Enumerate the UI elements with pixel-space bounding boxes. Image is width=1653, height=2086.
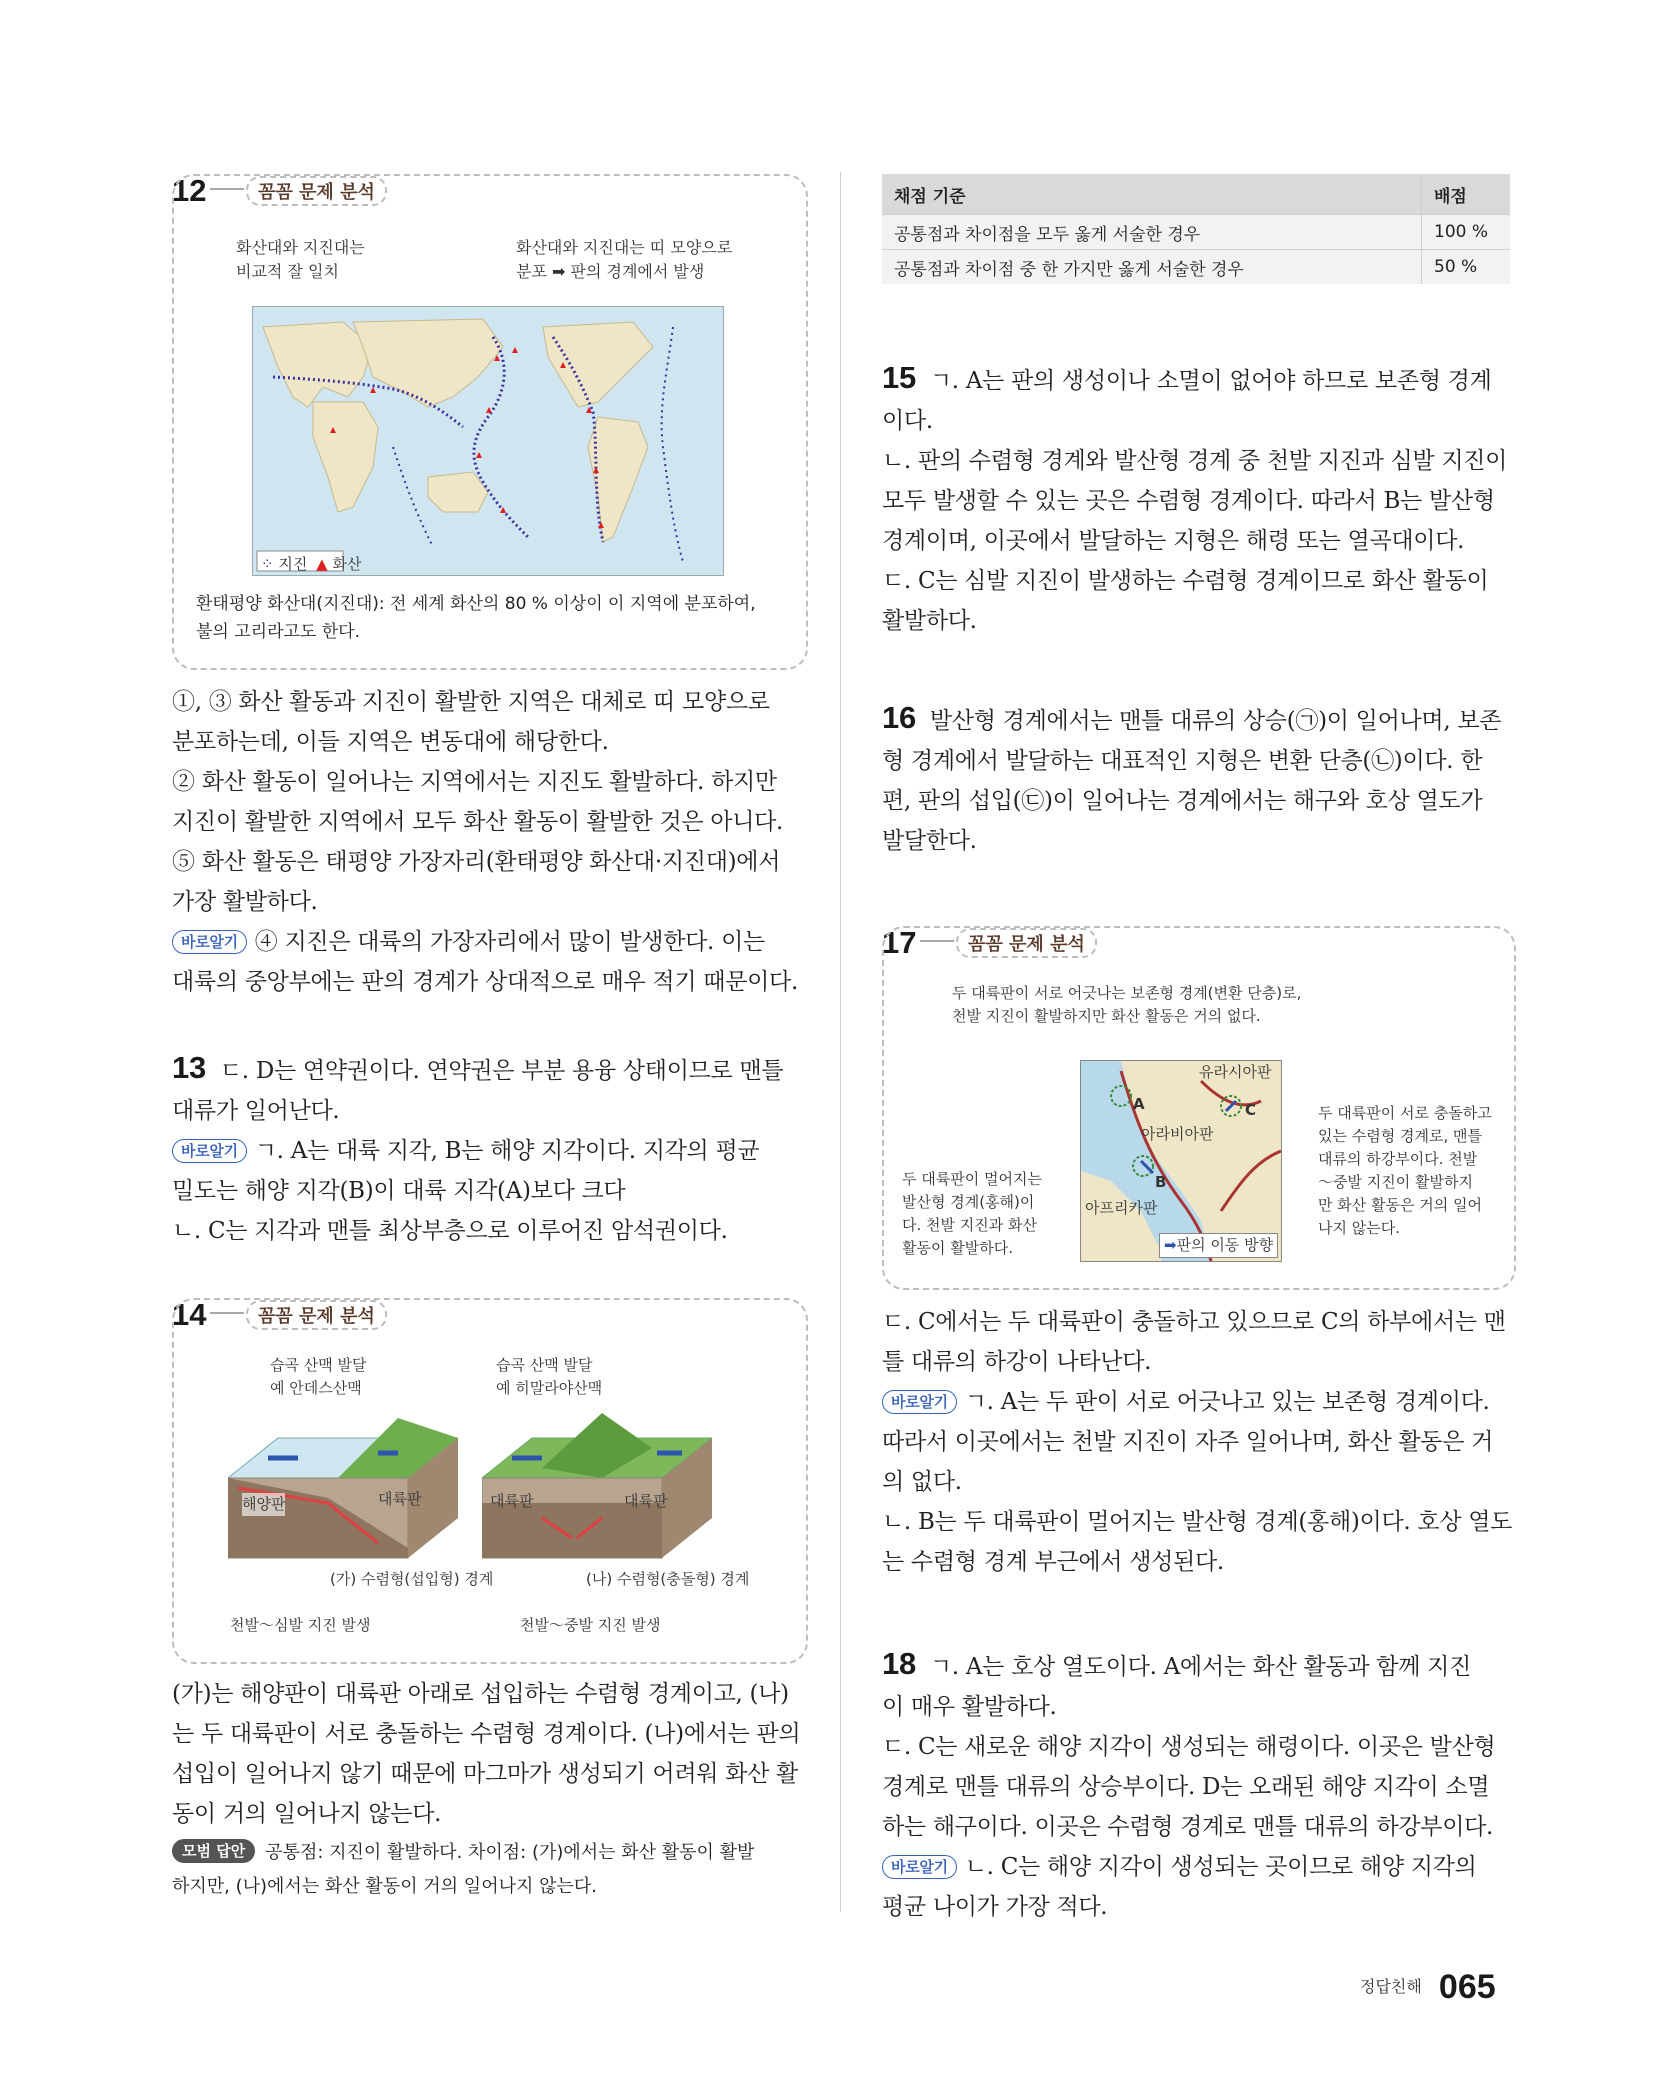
note-right-line-2: 분포 ➡ 판의 경계에서 발생 <box>516 262 705 281</box>
plate-boundary-east <box>1221 1151 1281 1211</box>
answer-18-line: 이 매우 활발하다. <box>882 1694 1057 1720</box>
motion-arrow-icon: ➡ <box>1164 1236 1177 1254</box>
question-number-12: 12 <box>172 173 207 208</box>
transform-note-line-1: 두 대륙판이 서로 어긋나는 보존형 경계(변환 단층)로, <box>952 984 1302 1002</box>
world-map-svg <box>253 307 723 575</box>
answer-14 <box>172 1674 812 1834</box>
answer-12-line: ② 화산 활동이 일어나는 지역에서는 지진도 활발하다. 하지만 <box>172 769 777 795</box>
divergent-note-line: 발산형 경계(홍해)이 <box>902 1193 1035 1211</box>
answer-18-line: 경계로 맨틀 대류의 상승부이다. D는 오래된 해양 지각이 소멸 <box>882 1774 1490 1800</box>
transform-note <box>952 982 1301 1028</box>
answer-17-line: ㄴ. B는 두 대륙판이 멀어지는 발산형 경계(홍해)이다. 호상 열도 <box>882 1509 1513 1535</box>
map-caption-line-1: 환태평양 화산대(지진대): 전 세계 화산의 80 % 이상이 이 지역에 분포하여, <box>196 594 756 614</box>
answer-15 <box>882 358 1522 641</box>
answer-12-line: 대륙의 중앙부에는 판의 경계가 상대적으로 매우 적기 때문이다. <box>172 969 798 995</box>
map-caption <box>196 590 756 646</box>
answer-13-line: ㄴ. C는 지각과 맨틀 최상부층으로 이루어진 암석권이다. <box>172 1218 728 1244</box>
plate-map-svg <box>1081 1061 1281 1261</box>
plate-map-legend <box>1159 1233 1278 1258</box>
question-number-13: 13 <box>172 1050 206 1085</box>
answer-12-line: ①, ③ 화산 활동과 지진이 활발한 지역은 대체로 띠 모양으로 <box>172 689 770 715</box>
footer-label: 정답친해 <box>1360 1977 1422 1996</box>
answer-17 <box>882 1302 1522 1582</box>
answer-18-text: ㄱ. A는 호상 열도이다. A에서는 화산 활동과 함께 지진 <box>929 1654 1471 1680</box>
collision-diagram <box>482 1408 712 1568</box>
answer-17-line: 틀 대류의 하강이 나타난다. <box>882 1349 1152 1375</box>
ocean-plate-label: 해양판 <box>242 1493 285 1516</box>
eurasian-plate-label: 유라시아판 <box>1199 1063 1272 1081</box>
volcano-legend-icon: ▲ <box>316 555 328 573</box>
fold-note-b-line-2: 예 히말라야산맥 <box>496 1379 603 1397</box>
world-map <box>252 306 724 576</box>
fold-note-a-line-2: 예 안데스산맥 <box>270 1379 362 1397</box>
scoring-table <box>882 174 1510 284</box>
analysis-tag-14: 꼼꼼 문제 분석 <box>246 1300 387 1330</box>
divergent-note-line: 활동이 활발하다. <box>902 1239 1013 1257</box>
answer-13-text: ㄱ. A는 대륙 지각, B는 해양 지각이다. 지각의 평균 <box>254 1138 760 1164</box>
scoring-value: 100 % <box>1422 215 1511 250</box>
tag-connector <box>210 1312 244 1314</box>
continent-plate-label-b1: 대륙판 <box>490 1492 534 1510</box>
model-answer-text: 공통점: 지진이 활발하다. 차이점: (가)에서는 화산 활동이 활발 <box>265 1842 755 1863</box>
plate-map-legend-label: 판의 이동 방향 <box>1176 1236 1274 1254</box>
answer-15-line: 이다. <box>882 408 933 434</box>
volcano-legend-label: 화산 <box>332 555 362 573</box>
answer-18-line <box>882 1847 1522 1887</box>
answer-13-text: ㄷ. D는 연약권이다. 연약권은 부분 용융 상태이므로 맨틀 <box>219 1058 784 1084</box>
transform-note-line-2: 천발 지진이 활발하지만 화산 활동은 거의 없다. <box>952 1007 1261 1025</box>
north-america-shape <box>543 322 653 407</box>
divergent-note <box>902 1168 1062 1260</box>
answer-14-line: (가)는 해양판이 대륙판 아래로 섭입하는 수렴형 경계이고, (나) <box>172 1681 789 1707</box>
answer-15-line: 모두 발생할 수 있는 곳은 수렴형 경계이다. 따라서 B는 발산형 <box>882 488 1495 514</box>
arabian-plate-map <box>1080 1060 1282 1262</box>
question-number-16: 16 <box>882 700 916 735</box>
answer-14-line: 섭입이 일어나지 않기 때문에 마그마가 생성되기 어려워 화산 활 <box>172 1761 798 1787</box>
indian-ridge-belt <box>393 447 433 547</box>
atlantic-ridge-belt <box>662 327 683 562</box>
answer-12-line: 분포하는데, 이들 지역은 변동대에 해당한다. <box>172 729 609 755</box>
note-right-line-1: 화산대와 지진대는 띠 모양으로 <box>516 238 733 257</box>
answer-13-line: 밀도는 해양 지각(B)이 대륙 지각(A)보다 크다 <box>172 1178 626 1204</box>
answer-15-line <box>882 358 1522 401</box>
note-left <box>236 236 365 284</box>
scoring-header-score: 배점 <box>1422 174 1511 215</box>
answer-15-line: 활발하다. <box>882 608 977 634</box>
fold-note-b-line-1: 습곡 산맥 발달 <box>496 1356 593 1374</box>
map-legend <box>261 553 361 576</box>
model-answer-line <box>172 1836 812 1870</box>
earthquake-depth-a: 천발～심발 지진 발생 <box>230 1616 371 1634</box>
answer-12-line: ⑤ 화산 활동은 태평양 가장자리(환태평양 화산대·지진대)에서 <box>172 849 781 875</box>
continent-plate-label-a: 대륙판 <box>378 1490 422 1508</box>
answer-18-line: ㄷ. C는 새로운 해양 지각이 생성되는 해령이다. 이곳은 발산형 <box>882 1734 1496 1760</box>
subduction-diagram <box>228 1408 458 1568</box>
scoring-header-criterion: 채점 기준 <box>882 174 1422 215</box>
fold-mountain-note-b <box>496 1354 602 1400</box>
answer-16-line: 발달한다. <box>882 828 977 854</box>
answer-12-text: ④ 지진은 대륙의 가장자리에서 많이 발생한다. 이는 <box>254 929 765 955</box>
point-b-label: B <box>1155 1173 1167 1191</box>
correction-badge: 바로알기 <box>172 1139 247 1163</box>
question-number-17: 17 <box>882 925 917 960</box>
answer-18-line <box>882 1644 1522 1687</box>
answer-17-line: 는 수렴형 경계 부근에서 생성된다. <box>882 1549 1224 1575</box>
map-caption-line-2: 불의 고리라고도 한다. <box>196 622 361 642</box>
answer-18-line: 평균 나이가 가장 적다. <box>882 1894 1108 1920</box>
page-footer <box>1360 1968 1496 2007</box>
note-left-line-2: 비교적 잘 일치 <box>236 262 339 281</box>
answer-16-text: 발산형 경계에서는 맨틀 대류의 상승(㉠)이 일어나며, 보존 <box>929 708 1502 734</box>
answer-13 <box>172 1048 812 1251</box>
continent-plate-label-b2: 대륙판 <box>624 1492 668 1510</box>
answer-16-line: 형 경계에서 발달하는 대표적인 지형은 변환 단층(㉡)이다. 한 <box>882 748 1483 774</box>
answer-12-line: 지진이 활발한 지역에서 모두 화산 활동이 활발한 것은 아니다. <box>172 809 784 835</box>
answer-13-line: 대류가 일어난다. <box>172 1098 340 1124</box>
correction-badge: 바로알기 <box>882 1390 957 1414</box>
divergent-note-line: 두 대륙판이 멀어지는 <box>902 1170 1042 1188</box>
answer-15-text: ㄱ. A는 판의 생성이나 소멸이 없어야 하므로 보존형 경계 <box>929 368 1492 394</box>
earthquake-depth-b: 천발～중발 지진 발생 <box>520 1616 661 1634</box>
column-divider <box>840 172 841 1912</box>
scoring-criterion: 공통점과 차이점을 모두 옳게 서술한 경우 <box>882 215 1422 250</box>
answer-15-line: ㄷ. C는 심발 지진이 발생하는 수렴형 경계이므로 화산 활동이 <box>882 568 1489 594</box>
scoring-value: 50 % <box>1422 250 1511 285</box>
answer-18-text: ㄴ. C는 해양 지각이 생성되는 곳이므로 해양 지각의 <box>964 1854 1477 1880</box>
answer-17-text: ㄱ. A는 두 판이 서로 어긋나고 있는 보존형 경계이다. <box>964 1389 1490 1415</box>
convergent-note-line: 두 대륙판이 서로 충돌하고 <box>1318 1104 1492 1122</box>
convergent-note-line: 만 화산 활동은 거의 일어 <box>1318 1196 1482 1214</box>
answer-14-line: 는 두 대륙판이 서로 충돌하는 수렴형 경계이다. (나)에서는 판의 <box>172 1721 801 1747</box>
question-number-18: 18 <box>882 1646 916 1681</box>
answer-18-line: 하는 해구이다. 이곳은 수렴형 경계로 맨틀 대류의 하강부이다. <box>882 1814 1494 1840</box>
answer-16-line <box>882 698 1522 741</box>
answer-16-line: 편, 판의 섭입(㉢)이 일어나는 경계에서는 해구와 호상 열도가 <box>882 788 1483 814</box>
south-america-shape <box>588 417 648 542</box>
tag-connector <box>210 188 244 190</box>
divergent-note-line: 다. 천발 지진과 화산 <box>902 1216 1037 1234</box>
convergent-note-line: 대류의 하강부이다. 천발 <box>1318 1150 1478 1168</box>
correction-badge: 바로알기 <box>882 1855 957 1879</box>
table-row <box>882 250 1510 285</box>
answer-12 <box>172 682 812 1002</box>
analysis-tag-17: 꼼꼼 문제 분석 <box>956 928 1097 958</box>
answer-15-line: ㄴ. 판의 수렴형 경계와 발산형 경계 중 천발 지진과 심발 지진이 <box>882 448 1508 474</box>
african-plate-label: 아프리카판 <box>1085 1199 1158 1217</box>
answer-13-line <box>172 1048 812 1091</box>
diagram-label-b: (나) 수렴형(충돌형) 경계 <box>586 1570 750 1588</box>
answer-17-line: 따라서 이곳에서는 천발 지진이 자주 일어나며, 화산 활동은 거 <box>882 1429 1494 1455</box>
diagram-label-a: (가) 수렴형(섭입형) 경계 <box>330 1570 494 1588</box>
question-number-15: 15 <box>882 360 916 395</box>
convergent-note-line: 있는 수렴형 경계로, 맨틀 <box>1318 1127 1482 1145</box>
asia-shape <box>353 319 503 407</box>
quake-legend-icon: ⁘ <box>261 555 274 573</box>
answer-12-line: 가장 활발하다. <box>172 889 318 915</box>
analysis-tag-12: 꼼꼼 문제 분석 <box>246 176 387 206</box>
answer-18 <box>882 1644 1522 1927</box>
answer-12-line <box>172 922 812 962</box>
convergent-note <box>1318 1102 1508 1240</box>
note-right <box>516 236 732 284</box>
point-a-label: A <box>1133 1095 1145 1113</box>
answer-15-line: 경계이며, 이곳에서 발달하는 지형은 해령 또는 열곡대이다. <box>882 528 1465 554</box>
europe-shape <box>263 322 373 407</box>
question-number-14: 14 <box>172 1297 207 1332</box>
answer-13-line <box>172 1131 812 1171</box>
africa-shape <box>313 402 378 512</box>
correction-badge: 바로알기 <box>172 930 247 954</box>
answer-17-line: 의 없다. <box>882 1469 962 1495</box>
model-answer-badge: 모범 답안 <box>172 1839 255 1863</box>
scoring-criterion: 공통점과 차이점 중 한 가지만 옳게 서술한 경우 <box>882 250 1422 285</box>
answer-17-line <box>882 1382 1522 1422</box>
arabian-plate-label: 아라비아판 <box>1141 1125 1214 1143</box>
answer-16 <box>882 698 1522 861</box>
model-answer <box>172 1836 812 1904</box>
scoring-table-header <box>882 174 1510 215</box>
answer-14-line: 동이 거의 일어나지 않는다. <box>172 1801 442 1827</box>
point-c-label: C <box>1245 1101 1257 1119</box>
table-row <box>882 215 1510 250</box>
model-answer-line: 하지만, (나)에서는 화산 활동이 거의 일어나지 않는다. <box>172 1876 597 1897</box>
fold-mountain-note-a <box>270 1354 366 1400</box>
answer-17-line: ㄷ. C에서는 두 대륙판이 충돌하고 있으므로 C의 하부에서는 맨 <box>882 1309 1506 1335</box>
convergent-note-line: 나지 않는다. <box>1318 1219 1400 1237</box>
quake-legend-label: 지진 <box>278 555 308 573</box>
fold-note-a-line-1: 습곡 산맥 발달 <box>270 1356 367 1374</box>
note-left-line-1: 화산대와 지진대는 <box>236 238 365 257</box>
tag-connector <box>920 940 954 942</box>
australia-shape <box>428 472 488 512</box>
page-number: 065 <box>1438 1968 1496 2006</box>
convergent-note-line: ～중발 지진이 활발하지 <box>1318 1173 1473 1191</box>
